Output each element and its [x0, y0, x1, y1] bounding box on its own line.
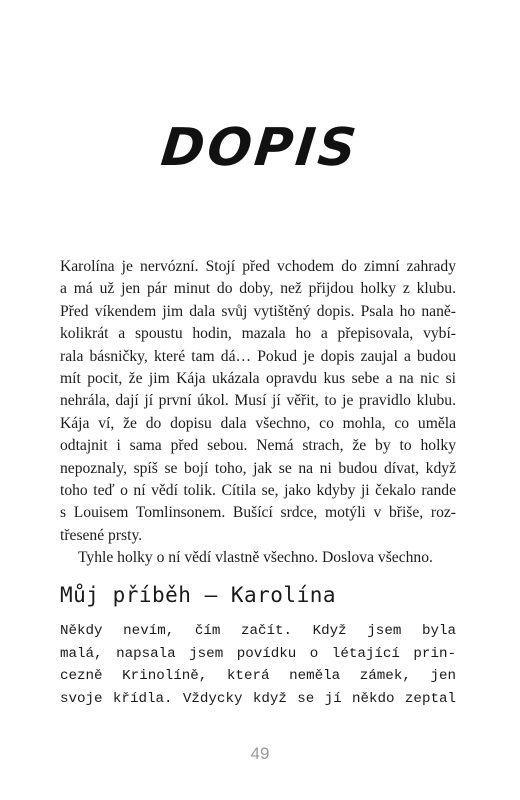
page-number: 49	[250, 744, 270, 763]
body-line: Kája ví, že do dopisu dala všechno, co mohla, co uměla	[60, 414, 456, 432]
body-line: třesené prsty.	[60, 526, 143, 544]
body-line: rala básničky, které tam dá… Pokud je dopis zaujal a budou	[60, 347, 456, 365]
body-line: kolikrát a spoustu hodin, mazala ho a přepisovala, vybí-	[60, 325, 456, 343]
story-line: Někdy nevím, čím začít. Když jsem byla	[60, 623, 456, 639]
body-line: odtajnit i sama před sebou. Nemá strach, že by to holky	[60, 437, 456, 455]
story-line: cezně Krinolíně, která neměla zámek, jen	[60, 668, 456, 685]
body-line: nepoznaly, spíš se bojí toho, jak se na ni budou dívat, když	[60, 459, 456, 477]
body-line: toho teď o ní vědí tolik. Cítila se, jako kdyby ji čekalo rande	[60, 482, 456, 500]
body-line: Před víkendem jim dala svůj vytištěný dopis. Psala ho naně-	[60, 302, 456, 320]
body-line: mít pocit, že jim Kája ukázala opravdu kus sebe a na nic si	[60, 370, 456, 388]
chapter-title: DOPIS	[158, 118, 362, 178]
body-paragraph	[60, 256, 456, 570]
body-line: nehrála, dají jí první úkol. Musí jí věřit, to je pravidlo klubu.	[60, 392, 456, 410]
body-line: Tyhle holky o ní vědí vlastně všechno. Doslova všechno.	[78, 549, 433, 567]
story-line: malá, napsala jsem povídku o létající prin-	[60, 645, 456, 662]
story-line: svoje křídla. Vždycky když se jí někdo zeptal	[60, 690, 456, 707]
section-heading: Můj příběh – Karolína	[60, 583, 337, 607]
body-line: s Louisem Tomlinsonem. Bušící srdce, motýli v břiše, roz-	[60, 504, 456, 522]
story-paragraph	[60, 620, 456, 710]
body-line: a má už jen pár minut do doby, než přijdou holky z klubu.	[60, 280, 456, 298]
body-line: Karolína je nervózní. Stojí před vchodem do zimní zahrady	[60, 258, 456, 275]
